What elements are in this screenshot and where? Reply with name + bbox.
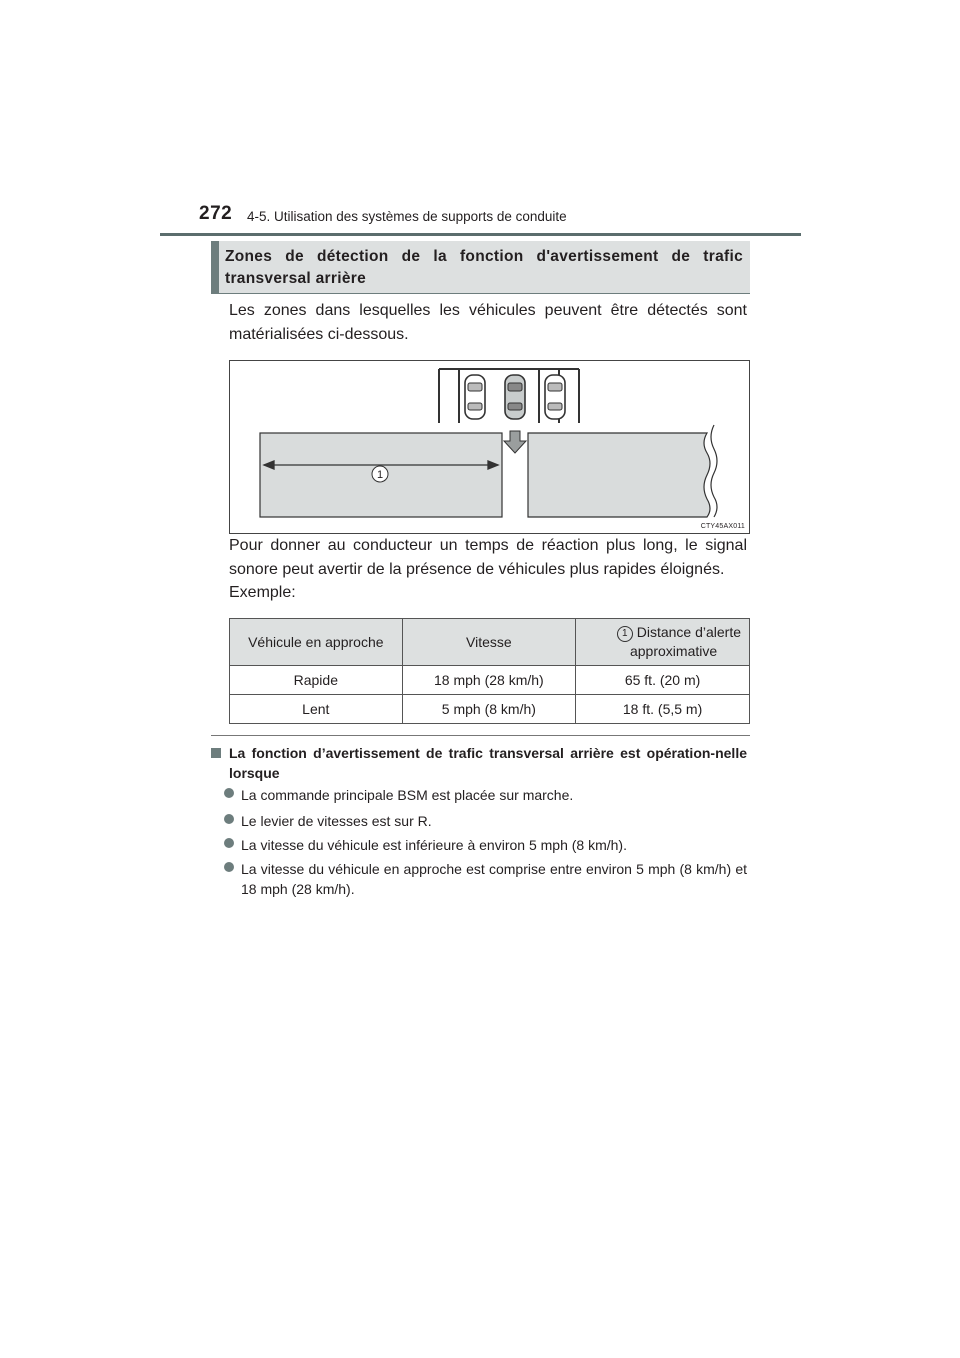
page-number: 272 — [199, 203, 233, 224]
reverse-arrow-icon — [504, 431, 526, 453]
car-right-icon — [545, 375, 565, 419]
table-header-speed: Vitesse — [402, 619, 576, 666]
detection-zone-figure — [229, 360, 750, 534]
table-row — [230, 666, 750, 695]
table-header-distance — [576, 619, 750, 666]
bullet-dot-icon — [224, 862, 234, 872]
alert-distance-table — [229, 618, 750, 724]
list-item-text: Le levier de vitesses est sur R. — [241, 813, 432, 829]
bullet-dot-icon — [224, 788, 234, 798]
car-own-icon — [505, 375, 525, 419]
table-cell: 5 mph (8 km/h) — [402, 695, 576, 724]
heading-accent-bar — [211, 241, 219, 293]
table-header-vehicle: Véhicule en approche — [230, 619, 403, 666]
example-label: Exemple: — [229, 584, 296, 601]
figure-callout: 1 — [376, 469, 384, 481]
bullet-dot-icon — [224, 838, 234, 848]
table-cell: Rapide — [230, 666, 403, 695]
table-row — [230, 695, 750, 724]
heading-underline — [211, 293, 750, 294]
table-cell: 18 ft. (5,5 m) — [576, 695, 750, 724]
reaction-paragraph: Pour donner au conducteur un temps de réaction plus long, le signal sonore peut avertir de la présence de véhicules plus rapides éloignés. — [229, 537, 747, 578]
car-left-icon — [465, 375, 485, 419]
bullet-dot-icon — [224, 814, 234, 824]
header-rule — [160, 233, 801, 236]
section-heading-box — [211, 241, 750, 293]
list-item-text: La vitesse du véhicule en approche est comprise entre environ 5 mph (8 km/h) et 18 mph (28 km/h). — [241, 861, 747, 897]
list-item-text: La commande principale BSM est placée sur marche. — [241, 787, 574, 803]
table-cell: 18 mph (28 km/h) — [402, 666, 576, 695]
table-cell: Lent — [230, 695, 403, 724]
list-item-text: La vitesse du véhicule est inférieure à environ 5 mph (8 km/h). — [241, 837, 627, 853]
table-callout: 1 — [617, 626, 633, 642]
detection-zone-illustration — [230, 361, 751, 535]
table-header-distance-line2: approximative — [629, 643, 718, 659]
section-heading: Zones de détection de la fonction d'avertissement de trafic transversal arrière — [225, 248, 743, 287]
detection-zone-right — [528, 433, 710, 517]
table-cell: 65 ft. (20 m) — [576, 666, 750, 695]
break-line — [711, 425, 717, 517]
section-title: 4-5. Utilisation des systèmes de supports de conduite — [247, 209, 567, 224]
conditions-title: La fonction d’avertissement de trafic transversal arrière est opération-nelle lorsque — [229, 745, 747, 781]
intro-paragraph: Les zones dans lesquelles les véhicules peuvent être détectés sont matérialisées ci-dessous. — [229, 302, 747, 343]
table-header-row — [230, 619, 750, 666]
figure-code: CTY45AX011 — [700, 523, 745, 530]
section-divider — [211, 735, 750, 736]
table-header-distance-line1: Distance d’alerte — [636, 624, 741, 640]
square-bullet-icon — [211, 748, 221, 758]
